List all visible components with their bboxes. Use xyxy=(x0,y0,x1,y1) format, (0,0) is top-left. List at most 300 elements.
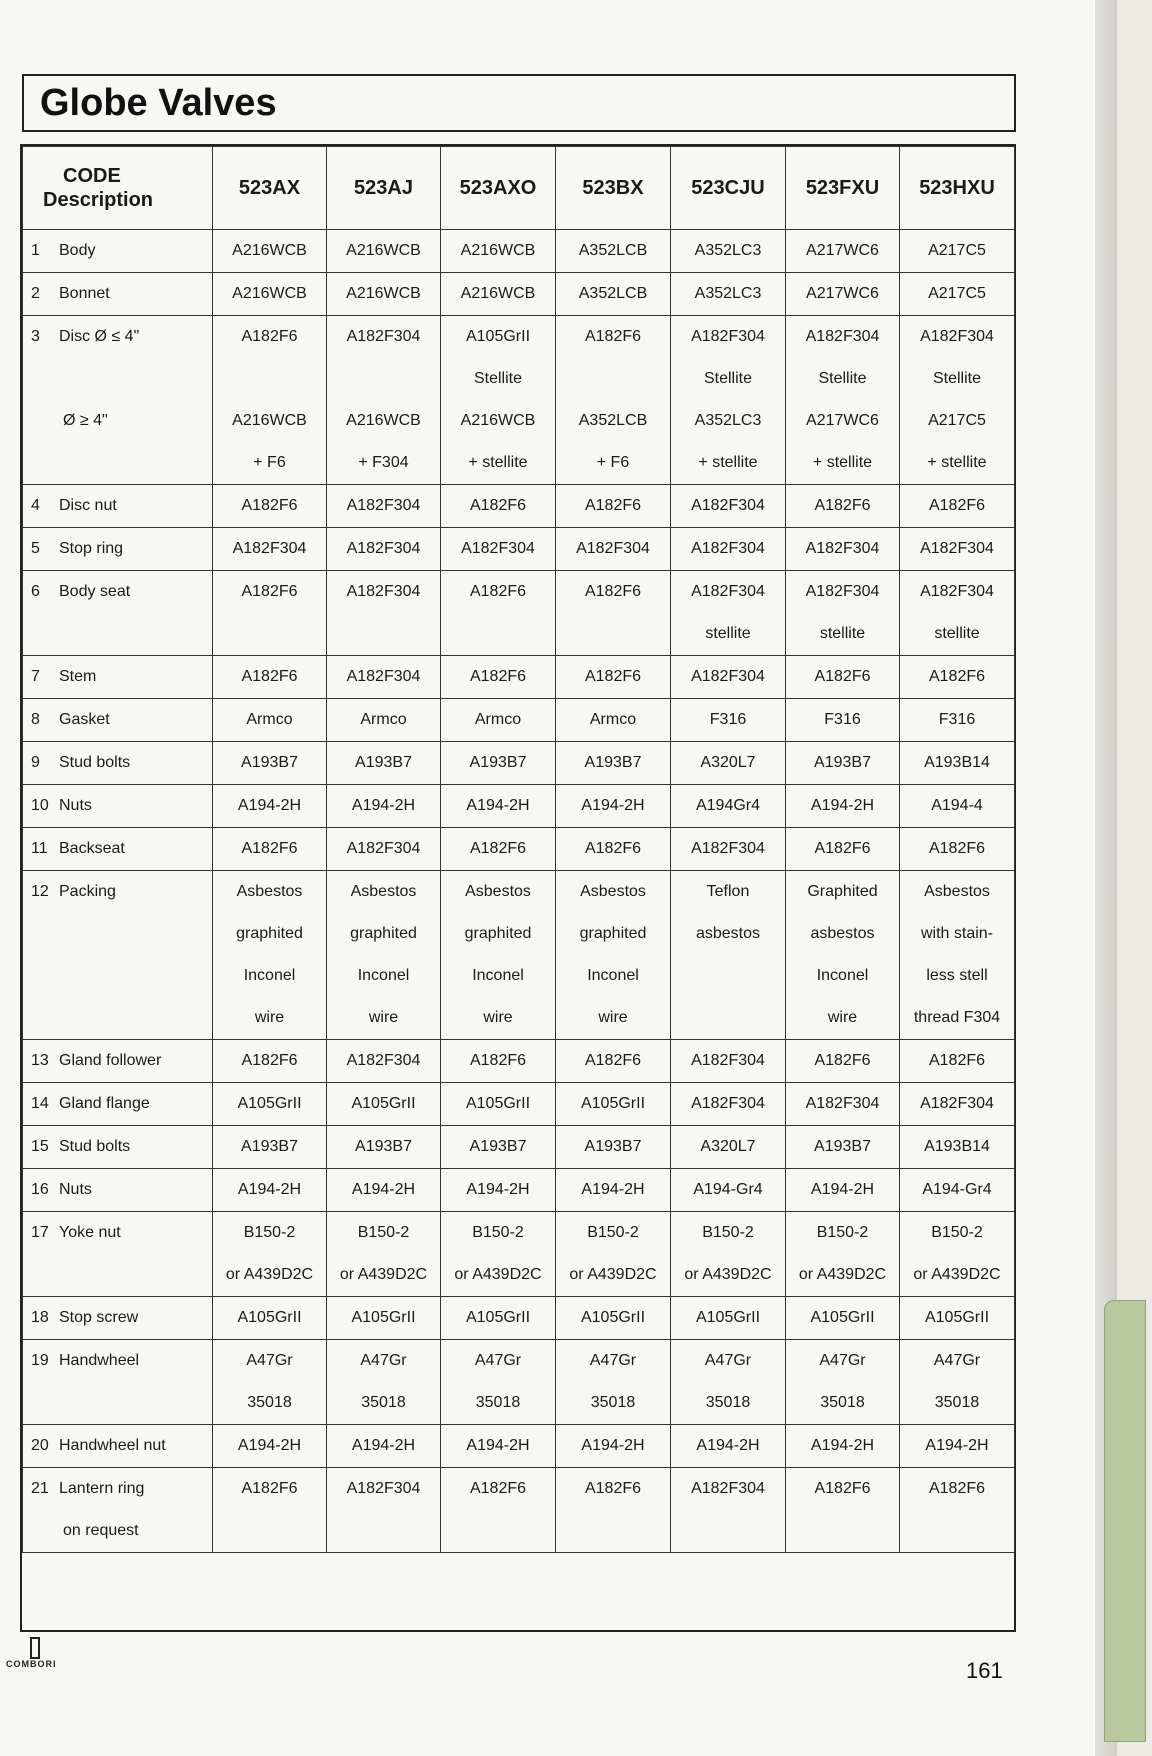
material-value: Asbestos xyxy=(580,883,646,900)
material-value: A182F304 xyxy=(691,668,765,685)
material-value: 35018 xyxy=(247,1394,292,1411)
logo-text: COMBORI xyxy=(6,1659,57,1669)
material-value: A193B7 xyxy=(584,754,642,771)
material-value: wire xyxy=(483,1009,513,1026)
material-value: asbestos xyxy=(695,925,761,942)
material-cell xyxy=(327,1040,441,1083)
row-description xyxy=(23,785,213,828)
material-value: A105GrII xyxy=(465,1095,531,1112)
material-value: A216WCB xyxy=(346,412,421,429)
material-cell xyxy=(213,699,327,742)
material-value: A182F6 xyxy=(928,1052,986,1069)
material-value: A182F6 xyxy=(469,1052,527,1069)
header-code: 523AXO xyxy=(441,147,556,230)
material-value: A193B7 xyxy=(584,1138,642,1155)
item-number: 15 xyxy=(31,1138,49,1155)
page-title: Globe Valves xyxy=(40,82,277,124)
material-value: A193B7 xyxy=(814,1138,871,1155)
material-cell xyxy=(900,1212,1015,1297)
material-cell xyxy=(556,1083,671,1126)
material-cell xyxy=(213,785,327,828)
material-cell xyxy=(213,871,327,1040)
item-name: Stud bolts xyxy=(59,1138,131,1155)
material-value: A216WCB xyxy=(346,242,421,259)
material-value: A182F304 xyxy=(346,497,421,514)
table-row xyxy=(23,230,1015,273)
material-cell xyxy=(556,316,671,485)
material-value: A105GrII xyxy=(580,1095,646,1112)
material-value: A182F304 xyxy=(691,328,765,345)
material-value: F316 xyxy=(824,711,861,728)
item-number: 21 xyxy=(31,1480,49,1497)
material-value: A194-2H xyxy=(351,1181,416,1198)
item-number: 8 xyxy=(31,711,40,728)
material-value: wire xyxy=(598,1009,628,1026)
material-cell xyxy=(900,528,1015,571)
material-value: Armco xyxy=(589,711,637,728)
item-name: Lantern ring xyxy=(59,1480,145,1497)
material-value: A193B7 xyxy=(241,754,298,771)
material-value: A105GrII xyxy=(237,1095,302,1112)
material-cell xyxy=(441,828,556,871)
material-value: A217WC6 xyxy=(806,242,879,259)
material-cell xyxy=(786,1212,900,1297)
material-value: A194-2H xyxy=(466,1437,530,1454)
material-value: A194-2H xyxy=(581,797,645,814)
material-value: B150-2 xyxy=(243,1224,296,1241)
material-cell xyxy=(556,656,671,699)
logo-mark-icon xyxy=(30,1637,40,1659)
material-value: Asbestos xyxy=(465,883,531,900)
material-cell xyxy=(786,785,900,828)
material-cell xyxy=(327,871,441,1040)
material-value: A194-2H xyxy=(581,1181,645,1198)
material-value: A182F304 xyxy=(461,540,535,557)
material-value: A105GrII xyxy=(810,1309,875,1326)
material-cell xyxy=(213,485,327,528)
material-cell xyxy=(786,1169,900,1212)
material-cell xyxy=(327,1297,441,1340)
material-cell xyxy=(556,1126,671,1169)
material-cell xyxy=(556,230,671,273)
material-value: A193B7 xyxy=(241,1138,298,1155)
item-number: 1 xyxy=(31,242,40,259)
table-row xyxy=(23,1297,1015,1340)
item-number: 12 xyxy=(31,883,49,900)
material-value: A105GrII xyxy=(351,1309,416,1326)
material-value: A193B14 xyxy=(924,754,990,771)
material-value: A182F304 xyxy=(920,583,994,600)
material-value: A47Gr xyxy=(360,1352,407,1369)
material-cell xyxy=(556,1169,671,1212)
item-name: Gland follower xyxy=(59,1052,162,1069)
material-cell xyxy=(786,1297,900,1340)
table-row xyxy=(23,1083,1015,1126)
table-row xyxy=(23,485,1015,528)
company-logo xyxy=(6,1637,66,1671)
header-code: 523BX xyxy=(556,147,671,230)
row-description xyxy=(23,1083,213,1126)
material-value: A182F6 xyxy=(469,497,527,514)
material-cell xyxy=(671,785,786,828)
material-value: 35018 xyxy=(475,1394,521,1411)
material-value: B150-2 xyxy=(816,1224,869,1241)
table-row xyxy=(23,699,1015,742)
material-cell xyxy=(671,316,786,485)
material-value: A194-2H xyxy=(925,1437,989,1454)
material-value: A182F304 xyxy=(805,540,880,557)
material-value: A182F6 xyxy=(241,497,298,514)
material-cell xyxy=(327,1212,441,1297)
material-cell xyxy=(671,871,786,1040)
material-value: graphited xyxy=(579,925,647,942)
material-cell xyxy=(556,485,671,528)
material-value: B150-2 xyxy=(587,1224,639,1241)
row-description xyxy=(23,1126,213,1169)
material-cell xyxy=(671,742,786,785)
material-cell xyxy=(327,1126,441,1169)
material-value: + stellite xyxy=(698,454,758,471)
material-cell xyxy=(441,699,556,742)
material-value: wire xyxy=(827,1009,858,1026)
row-description xyxy=(23,485,213,528)
material-value: Graphited xyxy=(807,883,878,900)
material-cell xyxy=(900,1126,1015,1169)
material-value: A182F6 xyxy=(241,1480,298,1497)
item-name: on request xyxy=(63,1522,139,1539)
row-description xyxy=(23,656,213,699)
material-value: graphited xyxy=(350,925,417,942)
material-value xyxy=(556,1510,670,1552)
material-cell xyxy=(900,273,1015,316)
material-cell xyxy=(327,828,441,871)
material-value: A194-2H xyxy=(810,1437,875,1454)
material-value: A182F304 xyxy=(805,1095,880,1112)
material-value: stellite xyxy=(934,625,980,642)
material-cell xyxy=(441,1425,556,1468)
material-cell xyxy=(441,316,556,485)
material-value: Stellite xyxy=(818,370,867,387)
material-cell xyxy=(671,273,786,316)
material-value: A193B7 xyxy=(355,1138,412,1155)
material-value: Asbestos xyxy=(924,883,990,900)
material-value: A194-2H xyxy=(810,1181,875,1198)
material-cell xyxy=(900,785,1015,828)
item-name: Handwheel xyxy=(59,1352,140,1369)
row-description xyxy=(23,828,213,871)
material-cell xyxy=(671,230,786,273)
material-cell xyxy=(327,1083,441,1126)
table-row xyxy=(23,1468,1015,1553)
row-description xyxy=(23,1425,213,1468)
item-number: 11 xyxy=(31,840,48,857)
material-value: Inconel xyxy=(816,967,869,984)
material-value: B150-2 xyxy=(472,1224,524,1241)
material-value: A182F304 xyxy=(346,1480,421,1497)
material-value: A194-2H xyxy=(351,1437,416,1454)
material-value: A182F6 xyxy=(928,668,986,685)
material-value: A105GrII xyxy=(465,1309,531,1326)
material-value: A182F6 xyxy=(469,668,527,685)
table-row xyxy=(23,273,1015,316)
material-cell xyxy=(556,273,671,316)
item-number: 3 xyxy=(31,328,40,345)
item-number: 14 xyxy=(31,1095,49,1112)
material-value: Asbestos xyxy=(236,883,303,900)
material-value xyxy=(671,955,785,997)
material-value xyxy=(786,1510,899,1552)
material-value: A217WC6 xyxy=(806,285,879,302)
material-value: with stain- xyxy=(920,925,994,942)
material-cell xyxy=(671,528,786,571)
material-cell xyxy=(900,1169,1015,1212)
header-description-label: Description xyxy=(43,189,154,211)
material-value: A182F6 xyxy=(241,328,298,345)
table-row xyxy=(23,528,1015,571)
material-cell xyxy=(786,742,900,785)
material-value: A194Gr4 xyxy=(695,797,761,814)
material-cell xyxy=(327,273,441,316)
material-value: less stell xyxy=(926,967,988,984)
material-value: A47Gr xyxy=(474,1352,522,1369)
material-value: A105GrII xyxy=(351,1095,416,1112)
material-value: wire xyxy=(368,1009,399,1026)
material-cell xyxy=(671,1040,786,1083)
material-cell xyxy=(556,699,671,742)
material-cell xyxy=(786,1126,900,1169)
material-cell xyxy=(671,1126,786,1169)
material-value: 35018 xyxy=(820,1394,865,1411)
material-value: A193B14 xyxy=(924,1138,990,1155)
header-code-description xyxy=(23,147,213,230)
material-value: A320L7 xyxy=(700,754,756,771)
row-description xyxy=(23,1340,213,1425)
material-value: A182F6 xyxy=(584,840,642,857)
material-cell xyxy=(441,528,556,571)
material-cell xyxy=(671,1425,786,1468)
material-value: A182F6 xyxy=(241,668,298,685)
material-cell xyxy=(900,1040,1015,1083)
material-value: A182F304 xyxy=(346,1052,421,1069)
material-value: Stellite xyxy=(703,370,753,387)
table-row xyxy=(23,656,1015,699)
material-value: A182F304 xyxy=(691,1052,765,1069)
material-cell xyxy=(441,1126,556,1169)
material-value: A182F304 xyxy=(346,668,421,685)
material-cell xyxy=(671,1212,786,1297)
material-cell xyxy=(786,1040,900,1083)
material-value: A182F6 xyxy=(241,583,298,600)
material-value: A182F304 xyxy=(805,583,880,600)
row-description xyxy=(23,528,213,571)
material-cell xyxy=(441,656,556,699)
material-cell xyxy=(327,742,441,785)
material-value: or A439D2C xyxy=(798,1266,887,1283)
material-value: A182F6 xyxy=(469,1480,527,1497)
material-value: B150-2 xyxy=(357,1224,410,1241)
material-value: A216WCB xyxy=(460,285,536,302)
material-value: A194-2H xyxy=(466,797,530,814)
material-value: graphited xyxy=(236,925,303,942)
material-cell xyxy=(556,1340,671,1425)
material-value xyxy=(900,1510,1014,1552)
spec-table-frame xyxy=(20,144,1016,1632)
material-cell xyxy=(327,528,441,571)
material-value xyxy=(441,1510,555,1552)
material-cell xyxy=(671,485,786,528)
material-value: A182F304 xyxy=(691,540,765,557)
material-cell xyxy=(671,1468,786,1553)
table-row xyxy=(23,785,1015,828)
material-cell xyxy=(213,1212,327,1297)
material-cell xyxy=(441,571,556,656)
item-name: Stud bolts xyxy=(59,754,131,771)
material-value: A182F304 xyxy=(691,1095,765,1112)
material-cell xyxy=(556,1297,671,1340)
material-value xyxy=(327,1510,440,1552)
item-number: 13 xyxy=(31,1052,49,1069)
material-value: + stellite xyxy=(812,454,873,471)
material-cell xyxy=(786,1425,900,1468)
material-cell xyxy=(213,1126,327,1169)
material-value: Armco xyxy=(246,711,293,728)
row-description xyxy=(23,1169,213,1212)
material-cell xyxy=(556,1425,671,1468)
material-value: A182F6 xyxy=(584,668,642,685)
material-value: A194-2H xyxy=(237,1437,302,1454)
material-value: A216WCB xyxy=(232,412,307,429)
item-name: Stem xyxy=(59,668,97,685)
row-description xyxy=(23,742,213,785)
material-cell xyxy=(213,230,327,273)
table-row xyxy=(23,828,1015,871)
material-value: Inconel xyxy=(587,967,639,984)
material-value: or A439D2C xyxy=(454,1266,542,1283)
material-value xyxy=(556,613,670,655)
material-cell xyxy=(671,1297,786,1340)
material-cell xyxy=(786,1083,900,1126)
item-name: Gland flange xyxy=(59,1095,150,1112)
material-cell xyxy=(213,571,327,656)
table-row xyxy=(23,1169,1015,1212)
material-value: A182F304 xyxy=(920,1095,994,1112)
material-cell xyxy=(327,316,441,485)
material-cell xyxy=(900,1340,1015,1425)
material-cell xyxy=(786,316,900,485)
table-row xyxy=(23,1425,1015,1468)
material-value: A182F6 xyxy=(241,1052,298,1069)
material-value: B150-2 xyxy=(702,1224,754,1241)
material-cell xyxy=(213,1083,327,1126)
item-number: 20 xyxy=(31,1437,49,1454)
material-value: A352LCB xyxy=(578,285,648,302)
material-value: Teflon xyxy=(706,883,750,900)
item-name: Disc Ø ≤ 4" xyxy=(59,328,140,345)
item-name: Nuts xyxy=(59,797,92,814)
row-description xyxy=(23,871,213,1040)
material-value: stellite xyxy=(819,625,866,642)
material-value: Inconel xyxy=(357,967,410,984)
item-name: Yoke nut xyxy=(59,1224,121,1241)
item-number: 2 xyxy=(31,285,40,302)
material-cell xyxy=(441,1083,556,1126)
material-value: A105GrII xyxy=(580,1309,646,1326)
material-value: Inconel xyxy=(243,967,296,984)
material-value: A194-2H xyxy=(237,1181,302,1198)
materials-table xyxy=(22,146,1015,1553)
material-value: A105GrII xyxy=(695,1309,761,1326)
material-value xyxy=(327,358,440,400)
material-value xyxy=(671,997,785,1039)
material-value: F316 xyxy=(709,711,747,728)
material-cell xyxy=(671,1169,786,1212)
item-name: Backseat xyxy=(59,840,125,857)
material-cell xyxy=(786,656,900,699)
material-cell xyxy=(441,1468,556,1553)
material-cell xyxy=(671,1340,786,1425)
section-tab xyxy=(1104,1300,1146,1742)
material-cell xyxy=(441,1169,556,1212)
material-value: A194-4 xyxy=(931,797,983,814)
row-description xyxy=(23,1040,213,1083)
material-value: wire xyxy=(254,1009,285,1026)
material-cell xyxy=(671,571,786,656)
material-value: 35018 xyxy=(705,1394,751,1411)
material-value: + F304 xyxy=(358,454,409,471)
material-value: A194-2H xyxy=(237,797,302,814)
material-value: A217C5 xyxy=(928,412,986,429)
material-cell xyxy=(671,1083,786,1126)
material-cell xyxy=(213,742,327,785)
material-value: or A439D2C xyxy=(339,1266,428,1283)
material-value: A182F6 xyxy=(928,497,986,514)
material-cell xyxy=(556,828,671,871)
material-cell xyxy=(556,1468,671,1553)
material-value: A47Gr xyxy=(819,1352,866,1369)
material-cell xyxy=(786,1340,900,1425)
material-value: A182F304 xyxy=(346,840,421,857)
material-value xyxy=(213,358,326,400)
material-value: A193B7 xyxy=(814,754,871,771)
material-value: A194-2H xyxy=(581,1437,645,1454)
table-row xyxy=(23,742,1015,785)
material-cell xyxy=(213,1297,327,1340)
material-cell xyxy=(213,828,327,871)
material-cell xyxy=(786,528,900,571)
row-description xyxy=(23,699,213,742)
material-value: 35018 xyxy=(590,1394,636,1411)
material-value: A47Gr xyxy=(246,1352,293,1369)
table-row xyxy=(23,1126,1015,1169)
item-name: Handwheel nut xyxy=(59,1437,166,1454)
material-cell xyxy=(900,1083,1015,1126)
material-value: A182F304 xyxy=(920,540,994,557)
material-value: A217C5 xyxy=(928,285,986,302)
material-cell xyxy=(900,742,1015,785)
item-name: Stop ring xyxy=(59,540,124,557)
material-cell xyxy=(213,1040,327,1083)
material-cell xyxy=(786,485,900,528)
material-value: A182F304 xyxy=(232,540,307,557)
material-cell xyxy=(441,1340,556,1425)
table-row xyxy=(23,571,1015,656)
material-value: A182F304 xyxy=(691,583,765,600)
material-cell xyxy=(327,1425,441,1468)
header-code: 523AX xyxy=(213,147,327,230)
item-name: Body xyxy=(59,242,96,259)
material-cell xyxy=(327,699,441,742)
material-value xyxy=(441,613,555,655)
